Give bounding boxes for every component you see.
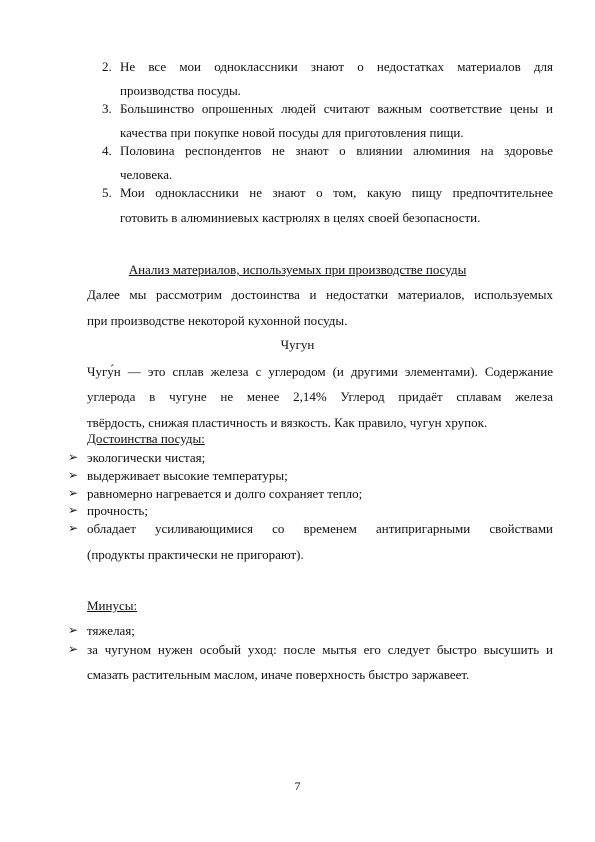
list-item-line: Половина респондентов не знают о влиянии алюминия на здоровье (120, 143, 553, 158)
subheading: Чугун (280, 337, 315, 352)
pros-item: выдерживает высокие температуры; (87, 468, 288, 483)
page-number: 7 (294, 779, 301, 793)
pros-item: равномерно нагревается и долго сохраняет тепло; (87, 486, 363, 501)
bullet-icon: ➢ (68, 521, 79, 535)
list-number: 5. (102, 185, 112, 200)
bullet-icon: ➢ (68, 623, 79, 637)
list-item-line: производства посуды. (120, 83, 241, 98)
bullet-icon: ➢ (68, 468, 79, 482)
list-number: 2. (102, 59, 112, 74)
cons-item-continued: смазать растительным маслом, иначе поверхность быстро заржавеет. (87, 667, 470, 682)
list-number: 3. (102, 101, 112, 116)
intro-line: Далее мы рассмотрим достоинства и недостатки материалов, используемых (87, 287, 553, 302)
definition-line: углерода в чугуне не менее 2,14% Углерод придаёт сплавам железа (87, 389, 553, 404)
pros-item-continued: (продукты практически не пригорают). (87, 547, 304, 562)
bullet-icon: ➢ (68, 642, 79, 656)
list-item-line: Мои одноклассники не знают о том, какую пищу предпочтительнее (120, 185, 553, 200)
section-title: Анализ материалов, используемых при производстве посуды (128, 262, 467, 277)
cons-item: за чугуном нужен особый уход: после мытья его следует быстро высушить и (87, 642, 553, 657)
list-item-line: Не все мои одноклассники знают о недостатках материалов для (120, 59, 553, 74)
bullet-icon: ➢ (68, 450, 79, 464)
cons-heading: Минусы: (87, 598, 138, 613)
pros-item: экологически чистая; (87, 450, 206, 465)
list-item-line: качества при покупке новой посуды для приготовления пищи. (120, 125, 464, 140)
list-item-line: готовить в алюминиевых кастрюлях в целях своей безопасности. (120, 210, 481, 225)
bullet-icon: ➢ (68, 486, 79, 500)
bullet-icon: ➢ (68, 503, 79, 517)
pros-heading: Достоинства посуды: (87, 431, 205, 446)
pros-item: обладает усиливающимися со временем антипригарными свойствами (87, 521, 553, 536)
list-item-line: человека. (120, 167, 173, 182)
intro-line: при производстве некоторой кухонной посуды. (87, 313, 348, 328)
definition-line: твёрдость, снижая пластичность и вязкость. Как правило, чугун хрупок. (87, 415, 488, 430)
definition-line: Чугу́н — это сплав железа с углеродом (и другими элементами). Содержание (87, 364, 553, 379)
list-number: 4. (102, 143, 112, 158)
pros-item: прочность; (87, 503, 148, 518)
cons-item: тяжелая; (87, 623, 135, 638)
list-item-line: Большинство опрошенных людей считают важным соответствие цены и (120, 101, 553, 116)
